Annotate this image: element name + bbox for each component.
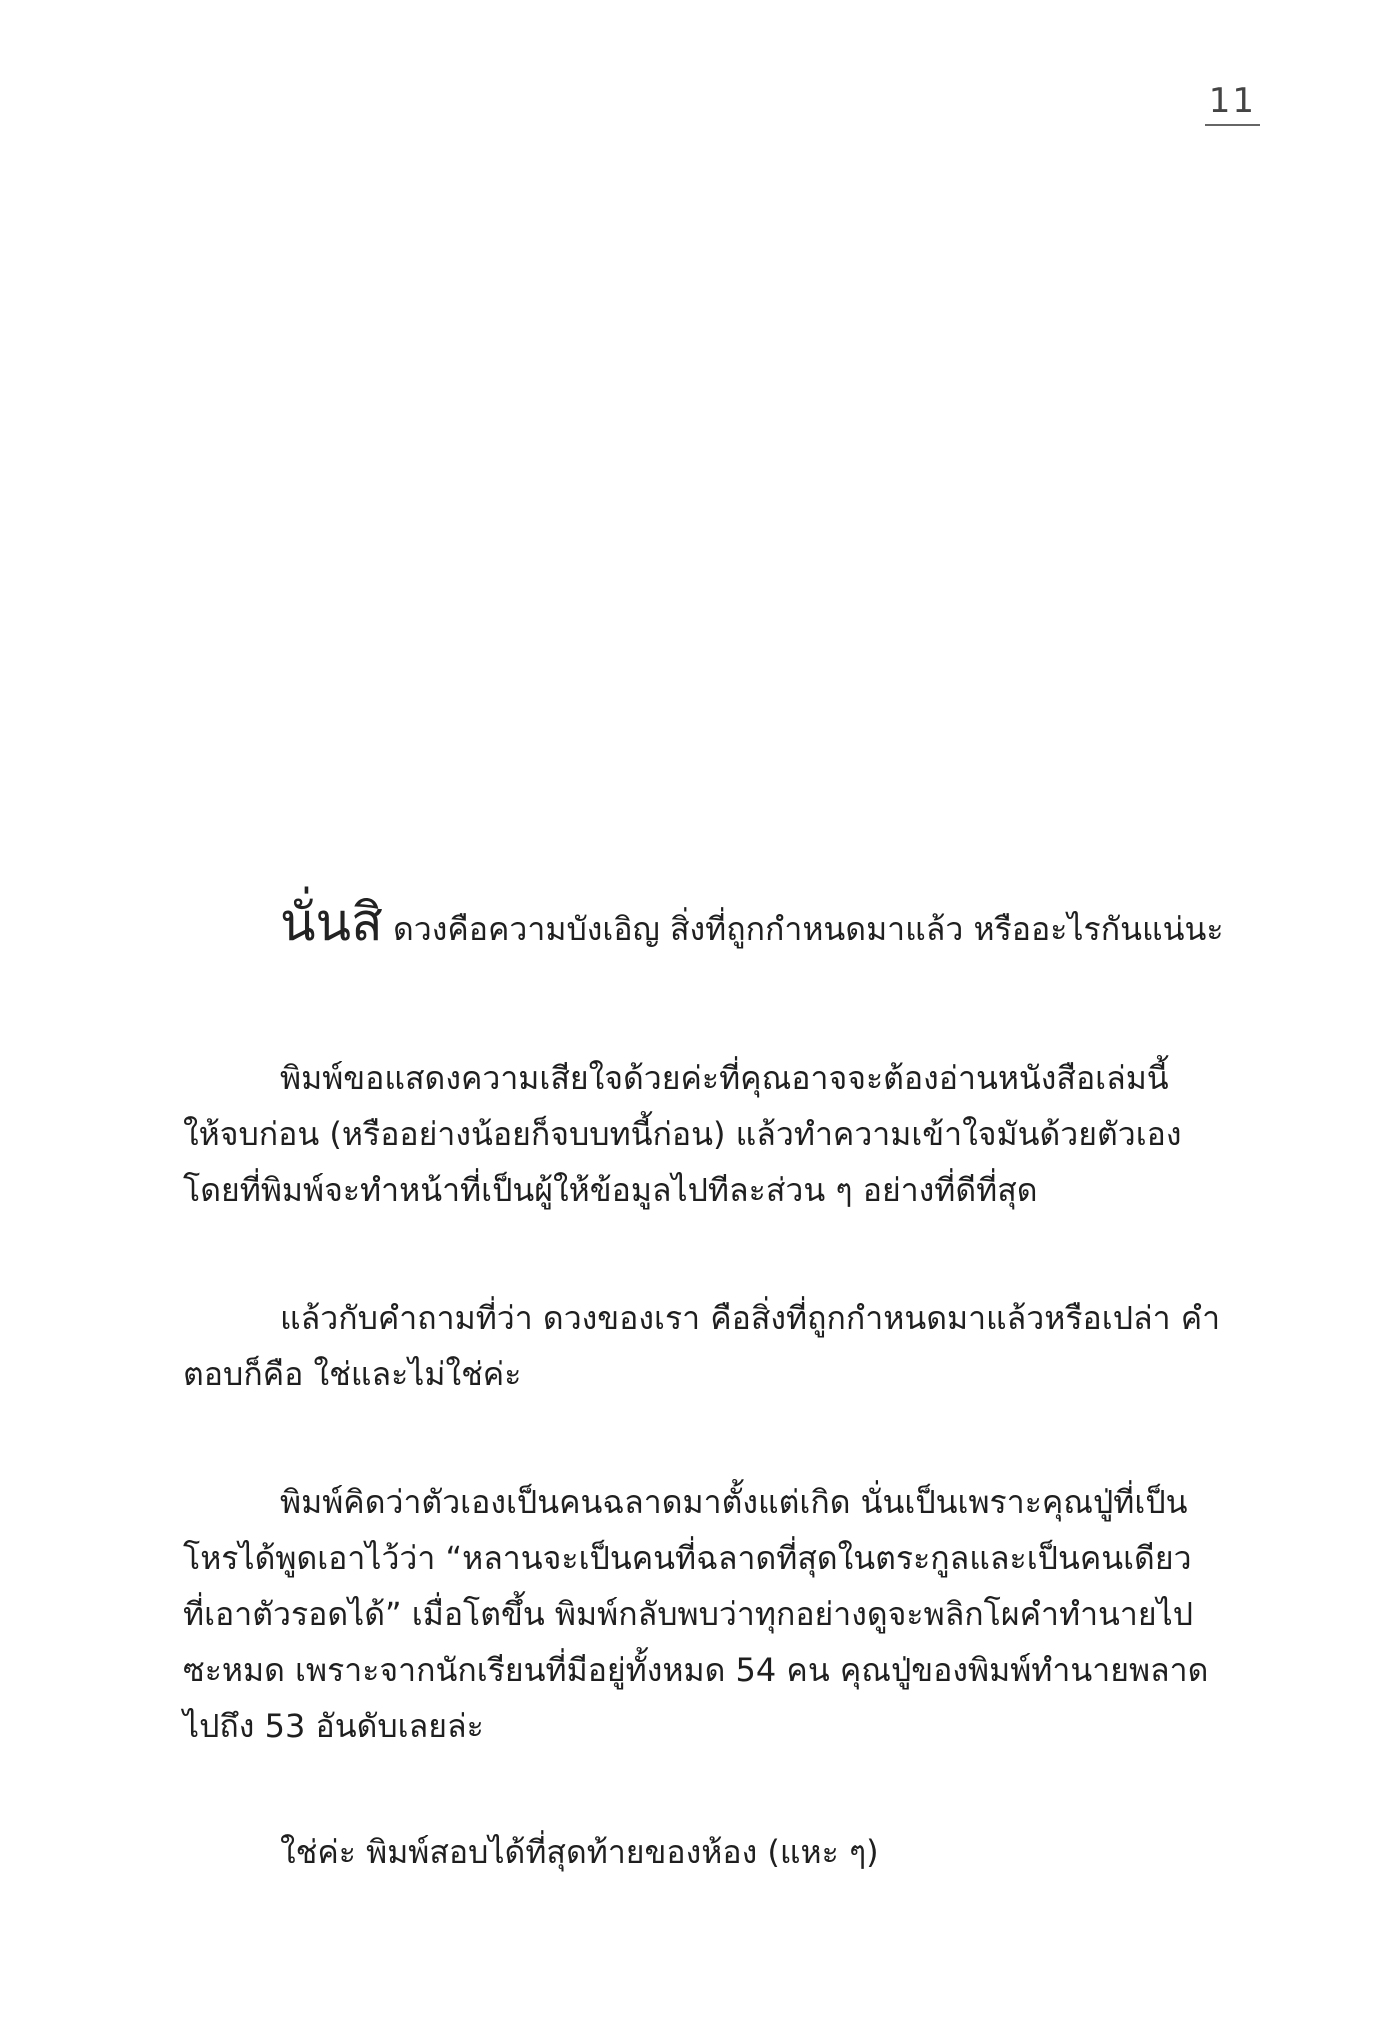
paragraph-intro-text — [183, 895, 1250, 957]
text-line: ไปถึง 53 อันดับเลยล่ะ — [183, 1707, 484, 1745]
paragraph-intro — [183, 895, 1250, 957]
text-line: ซะหมด เพราะจากนักเรียนที่มีอยู่ทั้งหมด 54 คน คุณปู่ของพิมพ์ทำนายพลาด — [183, 1651, 1209, 1689]
text-line: แล้วกับคำถามที่ว่า ดวงของเรา คือสิ่งที่ถูกกำหนดมาแล้วหรือเปล่า คำ — [280, 1299, 1221, 1337]
paragraph-confession-text — [183, 1824, 1250, 1880]
text-line: ใช่ค่ะ พิมพ์สอบได้ที่สุดท้ายของห้อง (แหะ ๆ) — [280, 1833, 879, 1871]
text-line: พิมพ์คิดว่าตัวเองเป็นคนฉลาดมาตั้งแต่เกิด นั่นเป็นเพราะคุณปู่ที่เป็น — [280, 1483, 1188, 1521]
paragraph-question-text — [183, 1290, 1250, 1402]
text-line: โดยที่พิมพ์จะทำหน้าที่เป็นผู้ให้ข้อมูลไปทีละส่วน ๆ อย่างที่ดีที่สุด — [183, 1171, 1038, 1209]
paragraph-story — [183, 1474, 1250, 1754]
paragraph-question — [183, 1290, 1250, 1402]
text-line: ให้จบก่อน (หรืออย่างน้อยก็จบบทนี้ก่อน) แล้วทำความเข้าใจมันด้วยตัวเอง — [183, 1115, 1182, 1153]
text-line: โหรได้พูดเอาไว้ว่า “หลานจะเป็นคนที่ฉลาดที่สุดในตระกูลและเป็นคนเดียว — [183, 1539, 1192, 1577]
text-line: ตอบก็คือ ใช่และไม่ใช่ค่ะ — [183, 1355, 522, 1393]
paragraph-confession — [183, 1824, 1250, 1880]
page-number: 11 — [1205, 84, 1260, 126]
text-line: ที่เอาตัวรอดได้” เมื่อโตขึ้น พิมพ์กลับพบว่าทุกอย่างดูจะพลิกโผคำทำนายไป — [183, 1595, 1194, 1633]
paragraph-story-text — [183, 1474, 1250, 1754]
paragraph-apology-text — [183, 1050, 1250, 1218]
intro-rest: ดวงคือความบังเอิญ สิ่งที่ถูกกำหนดมาแล้ว หรืออะไรกันแน่นะ — [393, 910, 1224, 948]
text-line: พิมพ์ขอแสดงความเสียใจด้วยค่ะที่คุณอาจจะต้องอ่านหนังสือเล่มนี้ — [280, 1059, 1169, 1097]
paragraph-apology — [183, 1050, 1250, 1218]
lead-word: นั่นสิ — [280, 893, 383, 953]
